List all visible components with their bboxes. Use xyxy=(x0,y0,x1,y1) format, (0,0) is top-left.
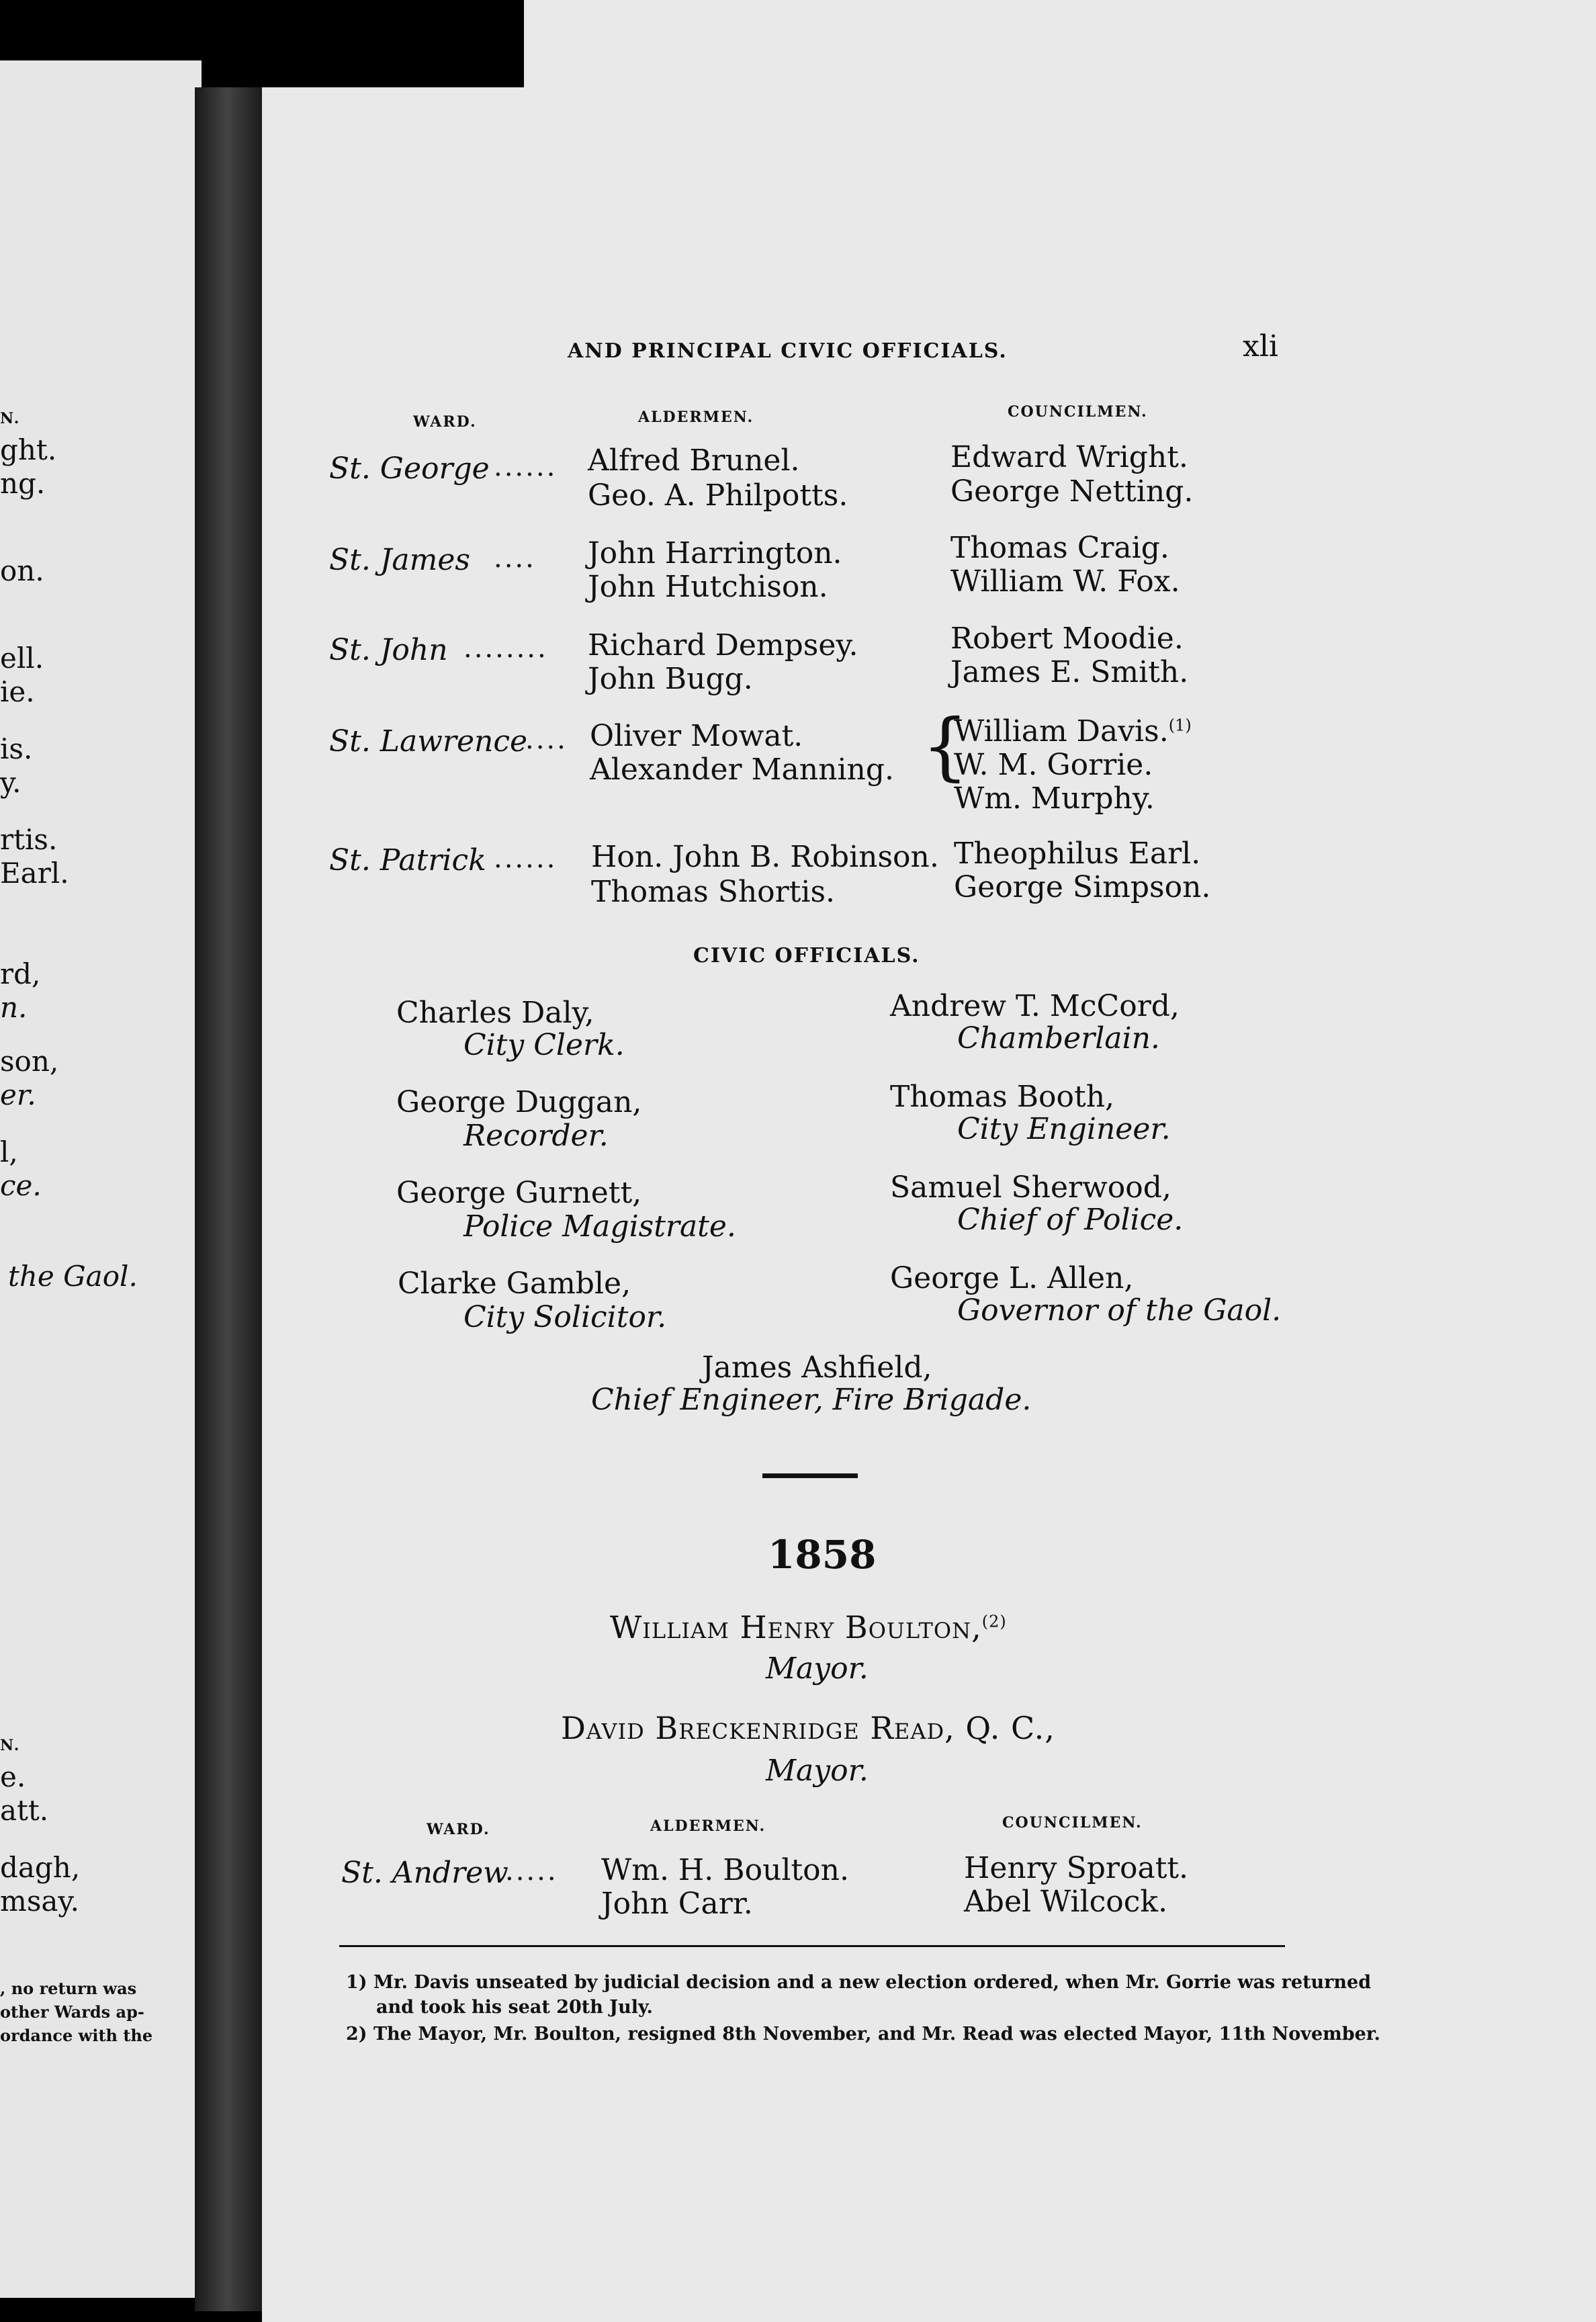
facing-footnote: other Wards ap- xyxy=(0,2002,144,2022)
councilman: William Davis.$^{(1)}$ xyxy=(954,714,1192,748)
page-number: xli xyxy=(1243,329,1278,363)
facing-col-head: N. xyxy=(0,410,21,427)
facing-line: l, xyxy=(0,1135,18,1168)
facing-line: rtis. xyxy=(0,823,58,856)
official-name: Charles Daly, xyxy=(396,996,594,1030)
facing-line: dagh, xyxy=(0,1851,81,1884)
facing-line: msay. xyxy=(0,1885,79,1918)
alderman: Wm. H. Boulton. xyxy=(601,1853,849,1887)
facing-line: ell. xyxy=(0,642,44,675)
facing-col-head: N. xyxy=(0,1737,21,1754)
alderman: Hon. John B. Robinson. xyxy=(591,840,939,874)
leader-dots: ........ xyxy=(463,633,548,664)
column-head-aldermen: ALDERMEN. xyxy=(638,408,754,426)
alderman: John Bugg. xyxy=(588,662,753,696)
leader-dots: ...... xyxy=(494,452,558,482)
facing-footnote: ordance with the xyxy=(0,2026,153,2045)
year-heading: 1858 xyxy=(768,1532,877,1578)
councilman: Theophilus Earl. xyxy=(954,836,1201,871)
official-title: City Solicitor. xyxy=(463,1300,667,1334)
alderman: Oliver Mowat. xyxy=(590,719,803,753)
facing-line: y. xyxy=(0,766,21,799)
footnote-1: 1) Mr. Davis unseated by judicial decision and a new election ordered, when Mr. Gorrie was returned xyxy=(346,1972,1372,1993)
official-title: Recorder. xyxy=(463,1119,609,1153)
facing-line: Earl. xyxy=(0,857,69,890)
mayor-title: Mayor. xyxy=(766,1651,869,1686)
councilman: Thomas Craig. xyxy=(950,531,1169,565)
facing-line: is. xyxy=(0,732,33,765)
official-title: City Clerk. xyxy=(463,1028,625,1062)
ward-name: St. John xyxy=(329,633,448,667)
facing-line: n. xyxy=(0,991,28,1024)
official-name: James Ashfield, xyxy=(702,1350,932,1385)
mayor-name: William Henry Boulton,$^{(2)}$ xyxy=(610,1609,1007,1645)
councilman: Robert Moodie. xyxy=(950,621,1184,656)
ward-name: St. Lawrence xyxy=(329,724,528,759)
section-rule xyxy=(762,1473,858,1478)
councilman: William W. Fox. xyxy=(950,564,1180,599)
councilman: W. M. Gorrie. xyxy=(954,748,1153,782)
official-title: Governor of the Gaol. xyxy=(957,1293,1282,1328)
footnote-mark: (2) xyxy=(981,1612,1007,1631)
mayor-title: Mayor. xyxy=(766,1754,869,1788)
facing-line: e. xyxy=(0,1760,26,1793)
footnote-2: 2) The Mayor, Mr. Boulton, resigned 8th November, and Mr. Read was elected Mayor, 11th November. xyxy=(346,2024,1380,2045)
alderman: Thomas Shortis. xyxy=(591,875,836,909)
alderman: John Carr. xyxy=(601,1887,753,1921)
facing-line: ng. xyxy=(0,467,46,500)
facing-footnote: , no return was xyxy=(0,1979,137,1998)
facing-line: ie. xyxy=(0,675,35,708)
column-head-ward: WARD. xyxy=(427,1821,490,1838)
official-name: Clarke Gamble, xyxy=(398,1266,631,1301)
alderman: Alfred Brunel. xyxy=(588,443,800,478)
official-name: Samuel Sherwood, xyxy=(890,1170,1171,1205)
leader-dots: ..... xyxy=(505,1856,558,1887)
facing-line: ce. xyxy=(0,1169,42,1202)
facing-line: ght. xyxy=(0,433,57,466)
leader-dots: ...... xyxy=(494,843,558,874)
column-head-councilmen: COUNCILMEN. xyxy=(1008,403,1148,421)
councilman: James E. Smith. xyxy=(950,655,1189,689)
official-name: George Gurnett, xyxy=(396,1176,642,1210)
brace: { xyxy=(922,703,969,789)
ward-name: St. Patrick xyxy=(329,843,486,877)
column-head-aldermen: ALDERMEN. xyxy=(650,1817,766,1835)
alderman: Richard Dempsey. xyxy=(588,628,858,662)
facing-line: on. xyxy=(0,554,44,587)
footnote-mark: (1) xyxy=(1168,716,1192,735)
councilman: Edward Wright. xyxy=(950,440,1188,474)
official-name: Andrew T. McCord, xyxy=(890,989,1180,1023)
mayor-name: David Breckenridge Read, Q. C., xyxy=(561,1710,1055,1746)
facing-line: att. xyxy=(0,1794,49,1827)
footnote-1-continued: and took his seat 20th July. xyxy=(376,1997,653,2018)
official-title: Police Magistrate. xyxy=(463,1209,736,1244)
councilman: Abel Wilcock. xyxy=(964,1885,1168,1919)
facing-line: er. xyxy=(0,1078,36,1111)
official-name: George L. Allen, xyxy=(890,1261,1134,1295)
alderman: Geo. A. Philpotts. xyxy=(588,478,848,513)
civic-officials-heading: CIVIC OFFICIALS. xyxy=(693,944,920,968)
leader-dots: .... xyxy=(525,724,568,755)
alderman: Alexander Manning. xyxy=(590,752,895,787)
column-head-councilmen: COUNCILMEN. xyxy=(1002,1814,1143,1832)
facing-line: son, xyxy=(0,1045,59,1078)
official-name: George Duggan, xyxy=(396,1085,642,1119)
facing-line: rd, xyxy=(0,957,41,990)
official-title: Chamberlain. xyxy=(957,1021,1160,1056)
councilman: Henry Sproatt. xyxy=(964,1851,1189,1885)
column-head-ward: WARD. xyxy=(413,413,477,431)
official-title: City Engineer. xyxy=(957,1112,1171,1146)
ward-name: St. Andrew xyxy=(341,1856,508,1890)
official-title: Chief of Police. xyxy=(957,1203,1184,1237)
councilman: Wm. Murphy. xyxy=(954,781,1155,816)
councilman: George Simpson. xyxy=(954,870,1211,904)
ward-name: St. George xyxy=(329,452,490,486)
footnote-rule xyxy=(339,1945,1285,1947)
official-title: Chief Engineer, Fire Brigade. xyxy=(591,1383,1032,1417)
running-head: AND PRINCIPAL CIVIC OFFICIALS. xyxy=(568,339,1008,363)
facing-page xyxy=(0,60,202,2298)
facing-line: the Gaol. xyxy=(8,1260,138,1293)
page-top-margin xyxy=(524,0,1596,87)
alderman: John Harrington. xyxy=(588,536,842,570)
alderman: John Hutchison. xyxy=(588,570,828,604)
ward-name: St. James xyxy=(329,543,471,577)
official-name: Thomas Booth, xyxy=(890,1080,1115,1114)
leader-dots: .... xyxy=(494,543,536,574)
councilman: George Netting. xyxy=(950,474,1194,509)
